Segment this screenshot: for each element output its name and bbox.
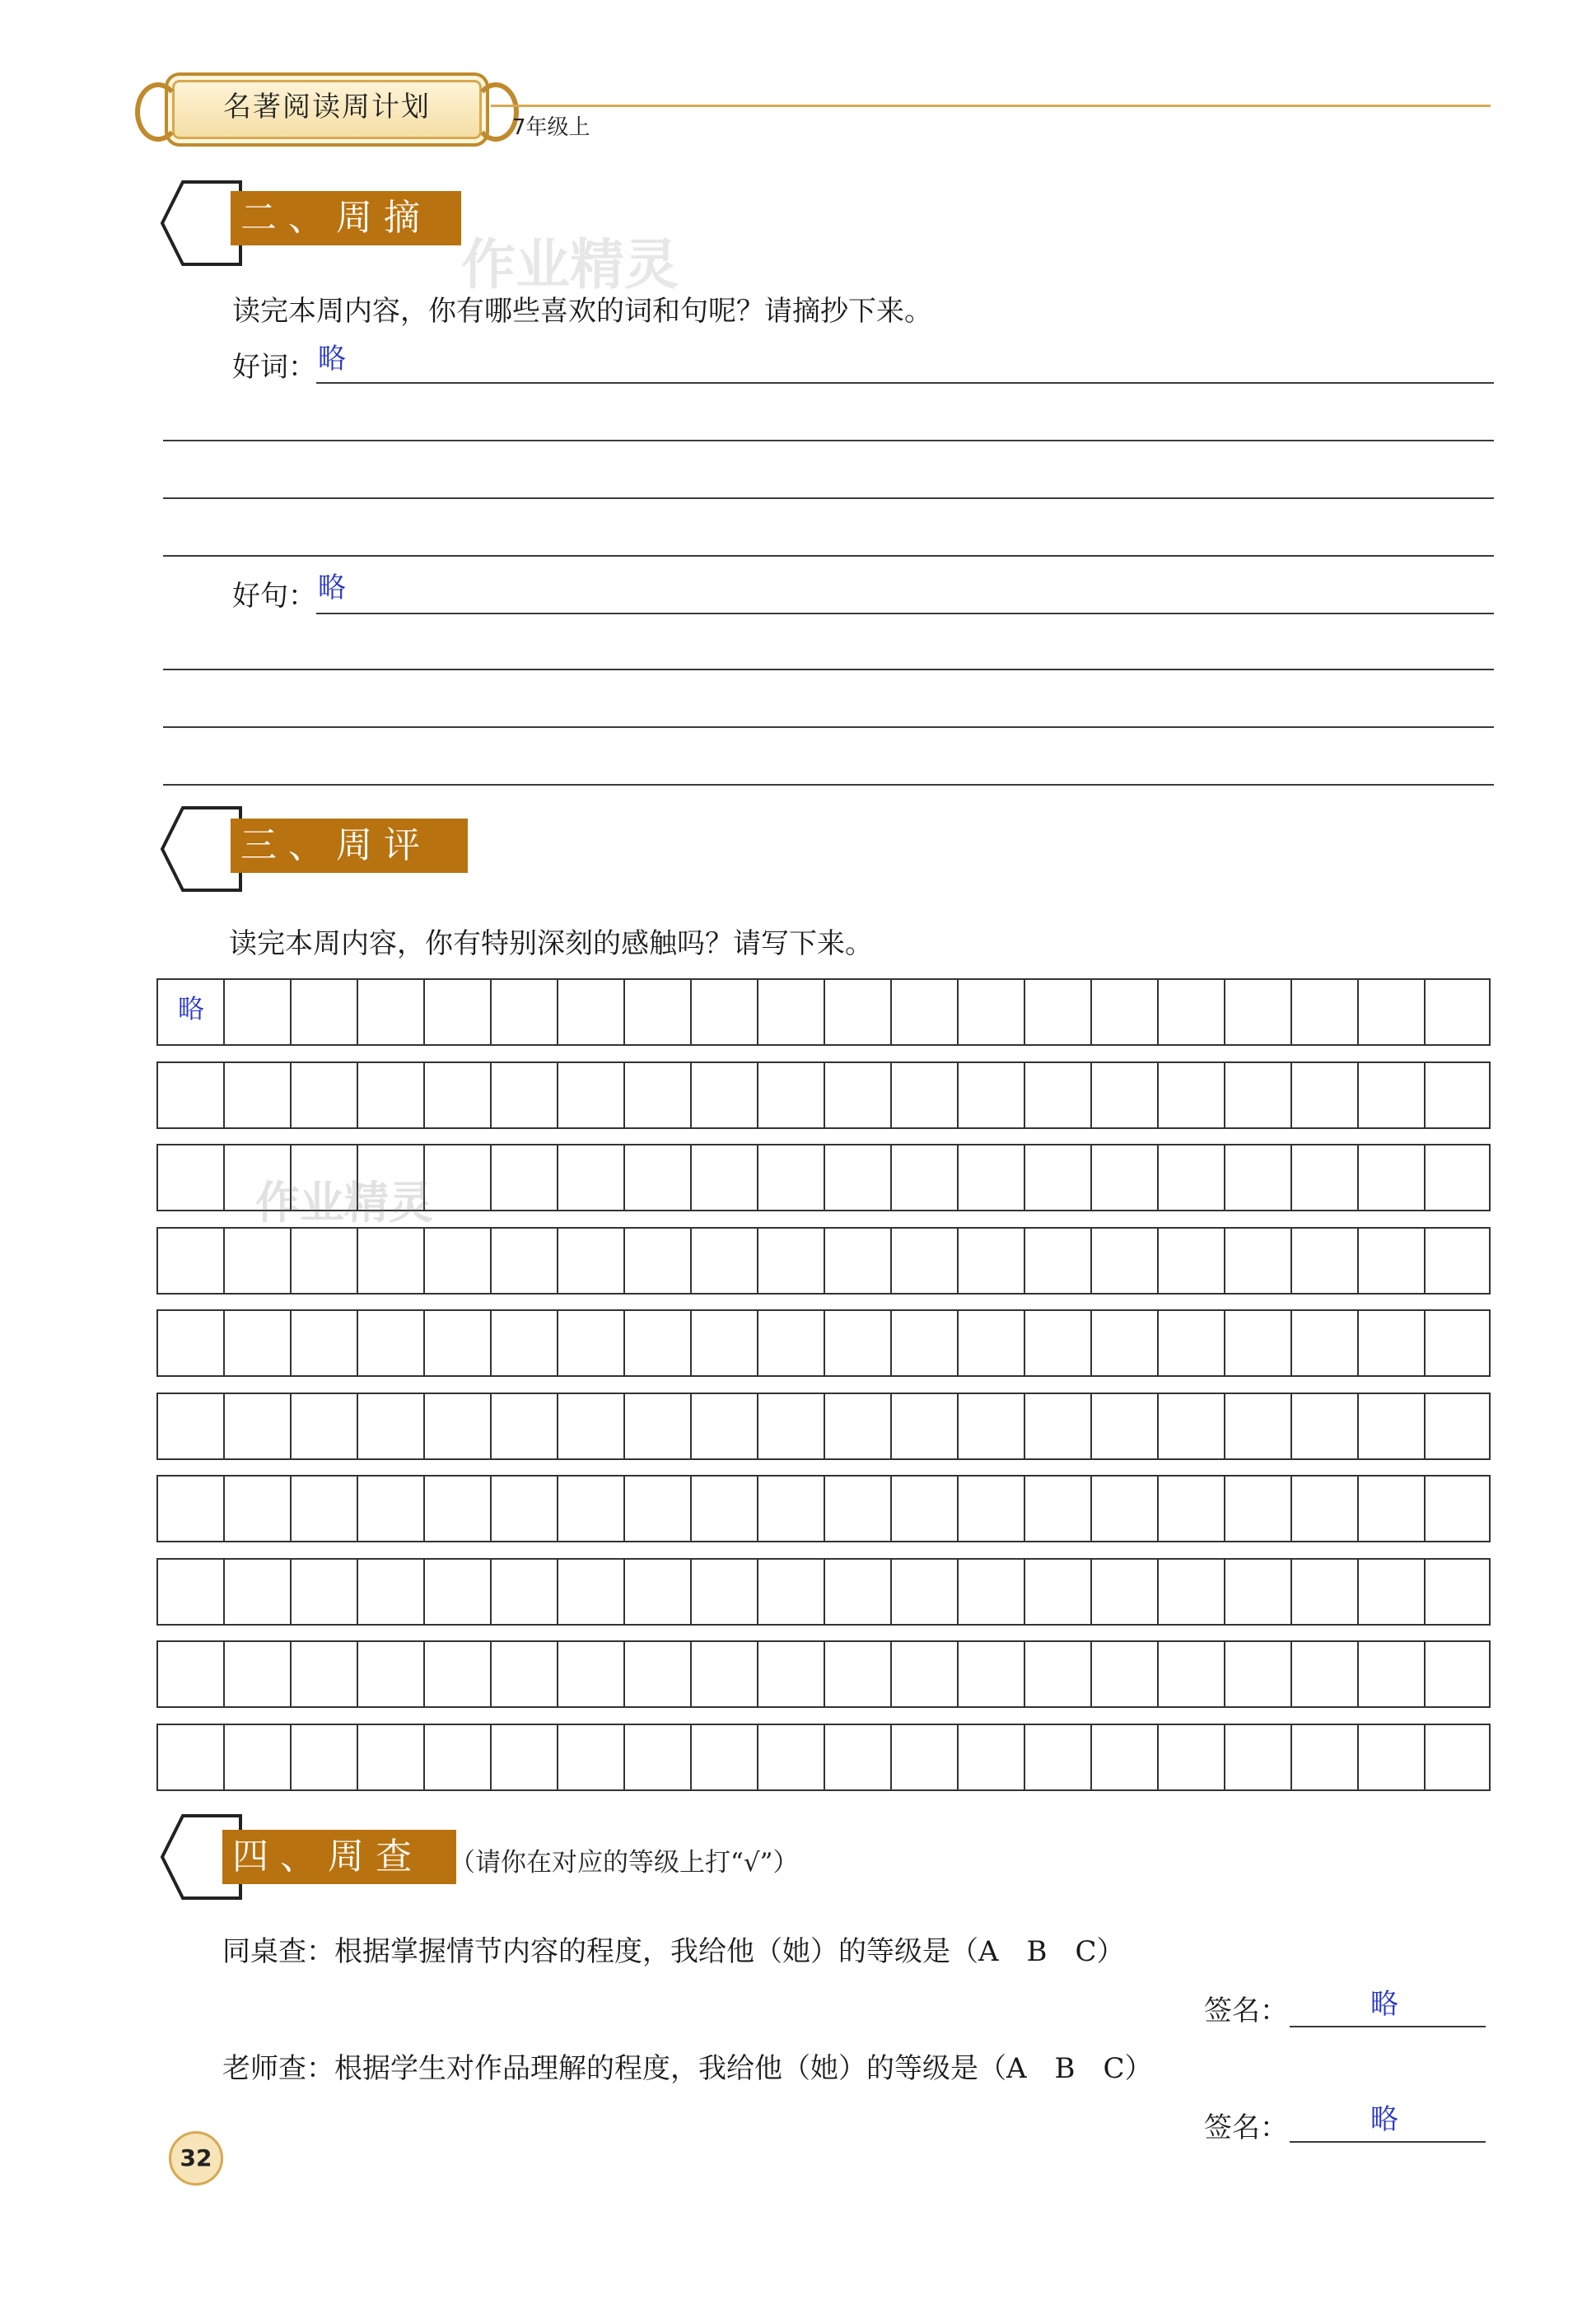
write-line [163,784,1494,786]
grid-cell[interactable] [758,1145,825,1210]
signature-line [1290,2026,1486,2027]
grid-cell[interactable] [292,1229,358,1293]
grid-cell[interactable] [558,1063,625,1127]
grid-cell[interactable] [225,980,292,1044]
grid-cell[interactable] [892,1560,959,1624]
grid-cell[interactable] [959,1725,1025,1789]
grid-cell[interactable] [1292,1394,1359,1458]
grid-cell[interactable] [492,1477,558,1541]
grid-cell[interactable] [1292,1477,1359,1541]
teacher-signature[interactable]: 略 [1370,2103,1398,2136]
grid-cell[interactable] [625,1477,692,1541]
grid-cell[interactable] [959,1477,1025,1541]
grid-cell[interactable] [1292,1642,1359,1706]
grid-cell[interactable] [892,1311,959,1375]
grid-cell[interactable] [425,1311,492,1375]
grid-cell[interactable] [358,1560,425,1624]
grid-cell[interactable] [1092,1560,1159,1624]
grid-cell[interactable] [558,1477,625,1541]
grid-cell[interactable] [1359,1311,1426,1375]
grid-cell[interactable] [1225,1394,1292,1458]
grid-cell[interactable] [1359,1063,1426,1127]
grid-cell[interactable] [1292,980,1359,1044]
good-words-label: 好词： [232,351,316,384]
grid-cell[interactable] [1225,1311,1292,1375]
write-line [316,382,1494,384]
grid-cell[interactable] [825,1394,892,1458]
grid-cell[interactable] [1159,1229,1225,1293]
grid-cell[interactable] [358,1477,425,1541]
grid-cell[interactable] [825,1560,892,1624]
grid-cell[interactable] [825,1063,892,1127]
grid-cell[interactable] [158,1394,225,1458]
peer-check-text: 同桌查：根据掌握情节内容的程度，我给他（她）的等级是（A B C） [222,1935,1125,1968]
grid-cell[interactable] [558,1311,625,1375]
grid-cell[interactable] [1159,1145,1225,1210]
grid-cell[interactable] [959,1642,1025,1706]
grid-cell[interactable] [1225,1229,1292,1293]
grid-cell[interactable] [492,1145,558,1210]
grid-cell[interactable] [692,1145,758,1210]
section4-note: （请你在对应的等级上打“√”） [450,1848,799,1878]
grid-cell[interactable] [225,1394,292,1458]
grid-cell[interactable] [158,1725,225,1789]
grid-cell[interactable] [158,1145,225,1210]
grid-cell[interactable] [758,980,825,1044]
grid-cell[interactable] [425,1394,492,1458]
signature-line [1290,2141,1486,2143]
grid-cell[interactable] [292,1477,358,1541]
grid-cell[interactable] [959,1394,1025,1458]
grid-cell[interactable] [358,1063,425,1127]
write-line [163,555,1494,557]
grid-cell[interactable] [692,1311,758,1375]
grid-answer[interactable]: 略 [178,993,205,1024]
grid-cell[interactable] [625,1394,692,1458]
grid-cell[interactable] [425,1229,492,1293]
grid-cell[interactable] [425,1145,492,1210]
grid-row [156,1309,1491,1377]
grid-cell[interactable] [358,1311,425,1375]
grid-cell[interactable] [225,1725,292,1789]
grid-cell[interactable] [625,980,692,1044]
grid-cell[interactable] [758,1394,825,1458]
grid-row [156,1475,1491,1542]
grid-cell[interactable] [358,1642,425,1706]
grid-cell[interactable] [1359,1642,1426,1706]
grid-cell[interactable] [425,1642,492,1706]
good-words-answer[interactable]: 略 [318,343,346,376]
grid-cell[interactable] [625,1725,692,1789]
grid-cell[interactable] [959,1063,1025,1127]
grid-row [156,978,1491,1046]
grid-cell[interactable] [358,1725,425,1789]
grid-cell[interactable] [825,1642,892,1706]
grid-cell[interactable] [1159,1477,1225,1541]
grid-cell[interactable] [558,1642,625,1706]
grid-cell[interactable] [959,1560,1025,1624]
grid-cell[interactable] [1359,1477,1426,1541]
write-line [163,726,1494,728]
grid-cell[interactable] [1359,1229,1426,1293]
grid-cell[interactable] [625,1063,692,1127]
grid-cell[interactable] [158,1229,225,1293]
grid-cell[interactable] [692,980,758,1044]
grid-cell[interactable] [1025,1063,1092,1127]
grid-cell[interactable] [1092,1642,1159,1706]
grid-cell[interactable] [425,980,492,1044]
grid-cell[interactable] [892,1725,959,1789]
grid-cell[interactable] [692,1394,758,1458]
grid-cell[interactable] [625,1145,692,1210]
grid-cell[interactable] [1292,1229,1359,1293]
page-number: 32 [169,2131,223,2186]
grid-cell[interactable] [558,1394,625,1458]
grid-cell[interactable] [1159,1642,1225,1706]
grid-cell[interactable] [292,1063,358,1127]
grid-cell[interactable] [758,1229,825,1293]
grid-cell[interactable] [1025,1311,1092,1375]
grid-cell[interactable] [292,1560,358,1624]
peer-signature[interactable]: 略 [1370,1988,1398,2021]
grid-cell[interactable] [225,1560,292,1624]
header-rule [491,105,1491,107]
good-sentences-label: 好句： [232,580,316,613]
grid-row [156,1724,1491,1791]
grid-cell[interactable] [825,1477,892,1541]
grid-cell[interactable] [692,1063,758,1127]
grid-cell[interactable] [1159,980,1225,1044]
grid-cell[interactable] [1292,1063,1359,1127]
signature-label: 签名： [1204,1994,1288,2027]
grid-cell[interactable] [892,980,959,1044]
grid-cell[interactable] [225,1311,292,1375]
grid-row [156,1061,1491,1129]
grid-cell[interactable] [225,1063,292,1127]
grid-cell[interactable] [825,1145,892,1210]
grid-cell[interactable] [758,1642,825,1706]
grid-cell[interactable] [425,1063,492,1127]
grid-cell[interactable] [1092,1145,1159,1210]
grid-cell[interactable] [692,1560,758,1624]
grid-cell[interactable] [358,980,425,1044]
grid-cell[interactable] [1359,1725,1426,1789]
grid-cell[interactable] [358,1229,425,1293]
grid-cell[interactable] [1159,1394,1225,1458]
grid-cell[interactable] [692,1725,758,1789]
grid-cell[interactable] [1292,1311,1359,1375]
grid-row [156,1558,1491,1626]
grid-cell[interactable] [1359,980,1426,1044]
grid-cell[interactable] [758,1560,825,1624]
watermark: 作业精灵 [461,233,679,296]
grid-cell[interactable] [225,1229,292,1293]
grid-cell[interactable] [1225,1145,1292,1210]
grid-cell[interactable] [492,1642,558,1706]
grid-cell[interactable] [825,1311,892,1375]
grid-cell[interactable] [225,1477,292,1541]
grid-cell[interactable] [892,1394,959,1458]
grid-cell[interactable] [1225,980,1292,1044]
grid-cell[interactable] [1225,1725,1292,1789]
grid-cell[interactable] [1159,1063,1225,1127]
grid-cell[interactable] [358,1394,425,1458]
grid-cell[interactable] [825,1725,892,1789]
grid-cell[interactable] [558,1560,625,1624]
grid-cell[interactable] [1025,980,1092,1044]
grid-cell[interactable] [625,1229,692,1293]
write-line [316,613,1494,614]
good-sentences-answer[interactable]: 略 [318,572,346,604]
grid-cell[interactable] [292,1311,358,1375]
grid-cell[interactable] [959,1311,1025,1375]
grid-cell[interactable] [1092,1311,1159,1375]
grid-cell[interactable] [492,980,558,1044]
grid-cell[interactable] [292,1725,358,1789]
grid-cell[interactable] [492,1394,558,1458]
write-line [163,669,1494,670]
grid-cell[interactable] [1025,1145,1092,1210]
signature-label: 签名： [1204,2111,1288,2144]
teacher-check-text: 老师查：根据学生对作品理解的程度，我给他（她）的等级是（A B C） [222,2052,1153,2085]
grid-cell[interactable] [1092,1477,1159,1541]
grid-cell[interactable] [1359,1145,1426,1210]
grid-cell[interactable] [892,1145,959,1210]
section-heading-ping: 三、周评 [231,819,468,873]
grid-cell[interactable] [1025,1229,1092,1293]
grid-cell[interactable] [1092,1394,1159,1458]
grid-cell[interactable] [1025,1642,1092,1706]
grid-cell[interactable] [892,1063,959,1127]
grid-cell[interactable] [558,1229,625,1293]
grid-cell[interactable] [1092,1725,1159,1789]
grid-cell[interactable] [1025,1560,1092,1624]
grid-cell[interactable] [625,1642,692,1706]
section3-prompt: 读完本周内容，你有特别深刻的感触吗？请写下来。 [229,927,873,960]
watermark: 作业精灵 [255,1177,433,1229]
grid-cell[interactable] [959,1229,1025,1293]
grid-cell[interactable] [1159,1560,1225,1624]
book-title: 名著阅读周计划 [223,91,431,124]
grid-cell[interactable] [692,1642,758,1706]
grid-row [156,1227,1491,1295]
grid-cell[interactable] [1225,1642,1292,1706]
grid-cell[interactable] [425,1725,492,1789]
grid-cell[interactable] [1025,1477,1092,1541]
grid-cell[interactable] [825,980,892,1044]
grid-cell[interactable] [558,1145,625,1210]
grid-cell[interactable] [825,1229,892,1293]
grid-cell[interactable] [158,1063,225,1127]
grid-cell[interactable] [1092,980,1159,1044]
grid-cell[interactable] [1359,1560,1426,1624]
write-line [163,440,1494,441]
grid-cell[interactable] [892,1477,959,1541]
write-line [163,497,1494,499]
grid-cell[interactable] [1292,1145,1359,1210]
grid-cell[interactable] [1159,1311,1225,1375]
grid-cell[interactable] [692,1229,758,1293]
grid-cell[interactable] [492,1311,558,1375]
grid-cell[interactable] [1292,1560,1359,1624]
grid-cell[interactable] [158,1642,225,1706]
grid-cell[interactable] [758,1311,825,1375]
grid-cell[interactable] [158,1477,225,1541]
grid-cell[interactable] [625,1560,692,1624]
grid-cell[interactable] [1292,1725,1359,1789]
section-heading-zhai: 二、周摘 [231,191,461,245]
grid-cell[interactable] [959,980,1025,1044]
grid-cell[interactable] [892,1642,959,1706]
grid-cell[interactable] [758,1063,825,1127]
section2-prompt: 读完本周内容，你有哪些喜欢的词和句呢？请摘抄下来。 [232,295,932,328]
grid-row [156,1393,1491,1460]
grid-cell[interactable] [292,980,358,1044]
grid-cell[interactable] [492,1560,558,1624]
grid-cell[interactable] [959,1145,1025,1210]
grid-cell[interactable] [1025,1394,1092,1458]
grid-cell[interactable] [492,1229,558,1293]
grid-cell[interactable] [1025,1725,1092,1789]
grid-cell[interactable] [558,980,625,1044]
section-heading-cha: 四、周查 [222,1830,456,1884]
grid-cell[interactable] [158,1311,225,1375]
grid-cell[interactable] [158,1560,225,1624]
grid-cell[interactable] [1092,1229,1159,1293]
grid-cell[interactable] [292,1642,358,1706]
grid-cell[interactable] [492,1063,558,1127]
grid-cell[interactable] [492,1725,558,1789]
grade-label: 7年级上 [512,115,590,140]
grid-cell[interactable] [625,1311,692,1375]
grid-cell[interactable] [1225,1063,1292,1127]
grid-cell[interactable] [892,1229,959,1293]
grid-cell[interactable] [425,1477,492,1541]
grid-cell[interactable] [1359,1394,1426,1458]
grid-cell[interactable] [225,1642,292,1706]
grid-cell[interactable] [1225,1560,1292,1624]
grid-cell[interactable] [292,1394,358,1458]
grid-cell[interactable] [558,1725,625,1789]
grid-cell[interactable] [1225,1477,1292,1541]
grid-cell[interactable] [425,1560,492,1624]
grid-cell[interactable] [758,1477,825,1541]
grid-cell[interactable] [758,1725,825,1789]
grid-cell[interactable] [1092,1063,1159,1127]
grid-cell[interactable] [692,1477,758,1541]
grid-cell[interactable] [1159,1725,1225,1789]
grid-row [156,1640,1491,1708]
